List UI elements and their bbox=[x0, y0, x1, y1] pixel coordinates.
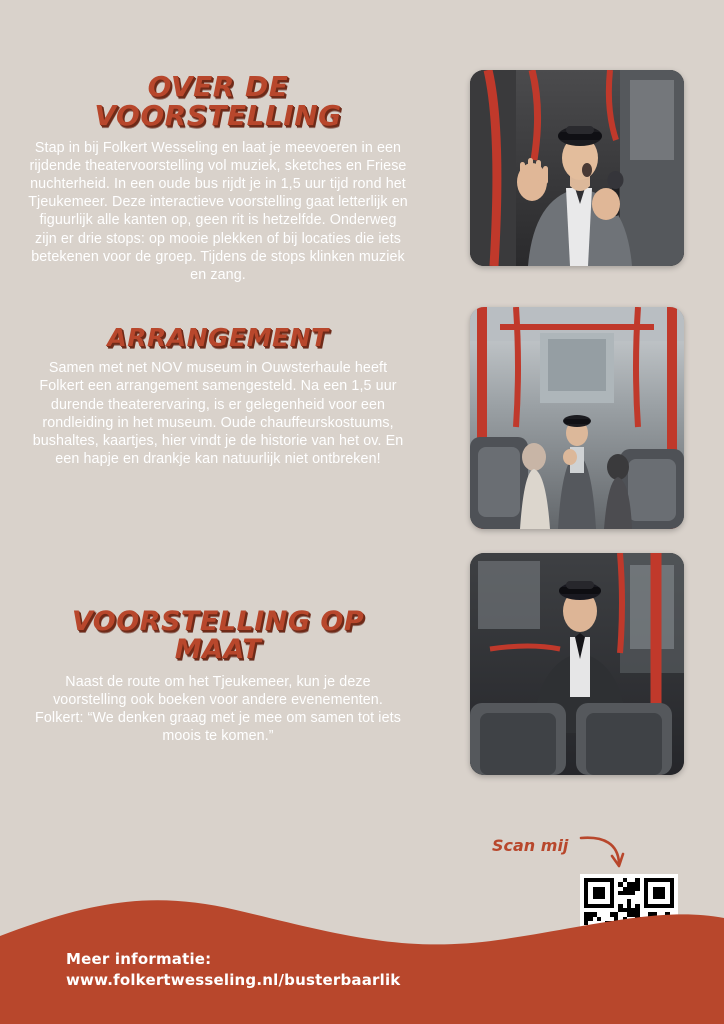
scan-label: Scan mij bbox=[492, 836, 569, 855]
section-body: Stap in bij Folkert Wesseling en laat je meevoeren in een rijdende theatervoorstelling vol muziek, sketches en Friese nuchterheid. In een oude bus rijdt je in 1,5 uur tijd rond het Tjeukemeer. Deze interactieve voorstelling gaat letterlijk en figuurlijk alle kanten op, geen rit is hetzelfde. Onderweg zijn er drie stops: op mooie plekken of bij locaties die iets betekenen voor de groep. Tijdens de stops klinken muziek en zang. bbox=[28, 139, 408, 283]
section-title: ARRANGEMENT bbox=[107, 323, 329, 352]
footer-contact bbox=[66, 949, 400, 993]
footer-website[interactable]: www.folkertwesseling.nl/busterbaarlik bbox=[66, 971, 401, 990]
section-arrangement bbox=[28, 325, 408, 468]
section-body: Samen met net NOV museum in Ouwsterhaule heeft Folkert een arrangement samengesteld. Na een 1,5 uur durende theaterervaring, is er gelegenheid voor een rondleiding in het museum. Oude chauffeurskostuums, bushaltes, kaartjes, hier vindt je de historie van het ov. En een hapje en drankje kan natuurlijk niet ontbreken! bbox=[32, 360, 404, 468]
section-voorstelling-op-maat bbox=[28, 608, 408, 745]
photo-bus-aisle-audience bbox=[470, 307, 684, 529]
section-body: Naast de route om het Tjeukemeer, kun je deze voorstelling ook boeken voor andere evenementen. Folkert: “We denken graag met je mee om samen tot iets moois te komen.” bbox=[35, 673, 401, 745]
photo-performer-bus-interior bbox=[470, 70, 684, 266]
section-over-de-voorstelling bbox=[28, 72, 408, 284]
section-title: OVER DE VOORSTELLING bbox=[94, 70, 342, 133]
section-title: VOORSTELLING OP MAAT bbox=[71, 606, 365, 666]
footer-info-label: Meer informatie: bbox=[66, 949, 212, 968]
photo-driver-seat bbox=[470, 553, 684, 775]
curved-arrow-icon bbox=[578, 832, 626, 872]
